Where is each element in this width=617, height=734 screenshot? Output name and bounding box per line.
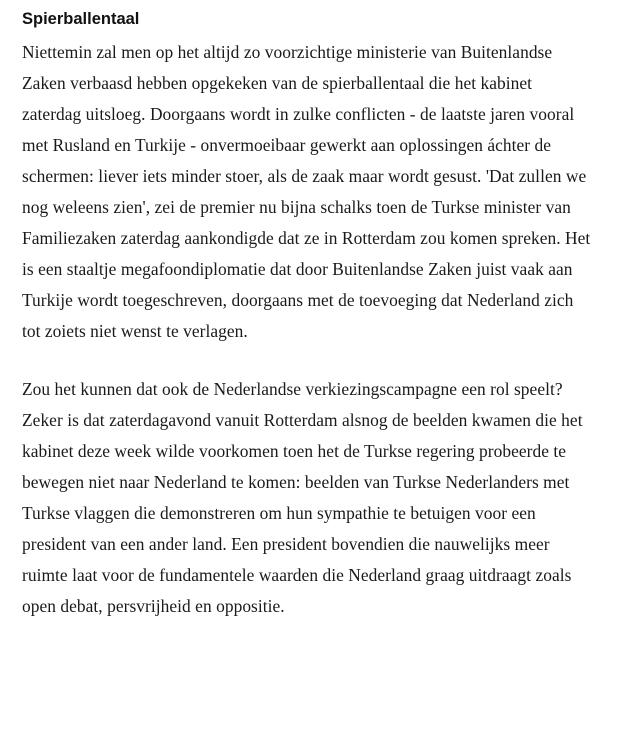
article-paragraph: Zou het kunnen dat ook de Nederlandse verkiezingscampagne een rol speelt? Zeker is dat zaterdagavond vanuit Rotterdam alsnog de beelden kwamen die het kabinet deze week wilde voorkomen toen het de Turkse regering probeerde te bewegen niet naar Nederland te komen: beelden van Turkse Nederlanders met Turkse vlaggen die demonstreren om hun sympathie te betuigen voor een president van een ander land. Een president bovendien die nauwelijks meer ruimte laat voor de fundamentele waarden die Nederland graag uitdraagt zoals open debat, persvrijheid en oppositie. [22,378,583,616]
article-paragraph: Niettemin zal men op het altijd zo voorzichtige ministerie van Buitenlandse Zaken verbaasd hebben opgekeken van de spierballentaal die het kabinet zaterdag uitsloeg. Doorgaans wordt in zulke conflicten - de laatste jaren vooral met Rusland en Turkije - onvermoeibaar gewerkt aan oplossingen áchter de schermen: liever iets minder stoer, als de zaak maar wordt gesust. 'Dat zullen we nog weleens zien', zei de premier nu bijna schalks toen de Turkse minister van Familiezaken zaterdag aankondigde dat ze in Rotterdam zou komen spreken. Het is een staaltje megafoondiplomatie dat door Buitenlandse Zaken juist vaak aan Turkije wordt toegeschreven, doorgaans met de toevoeging dat Nederland zich tot zoiets niet wenst te verlagen. [22,41,591,341]
page-title: Spierballentaal [22,10,140,28]
